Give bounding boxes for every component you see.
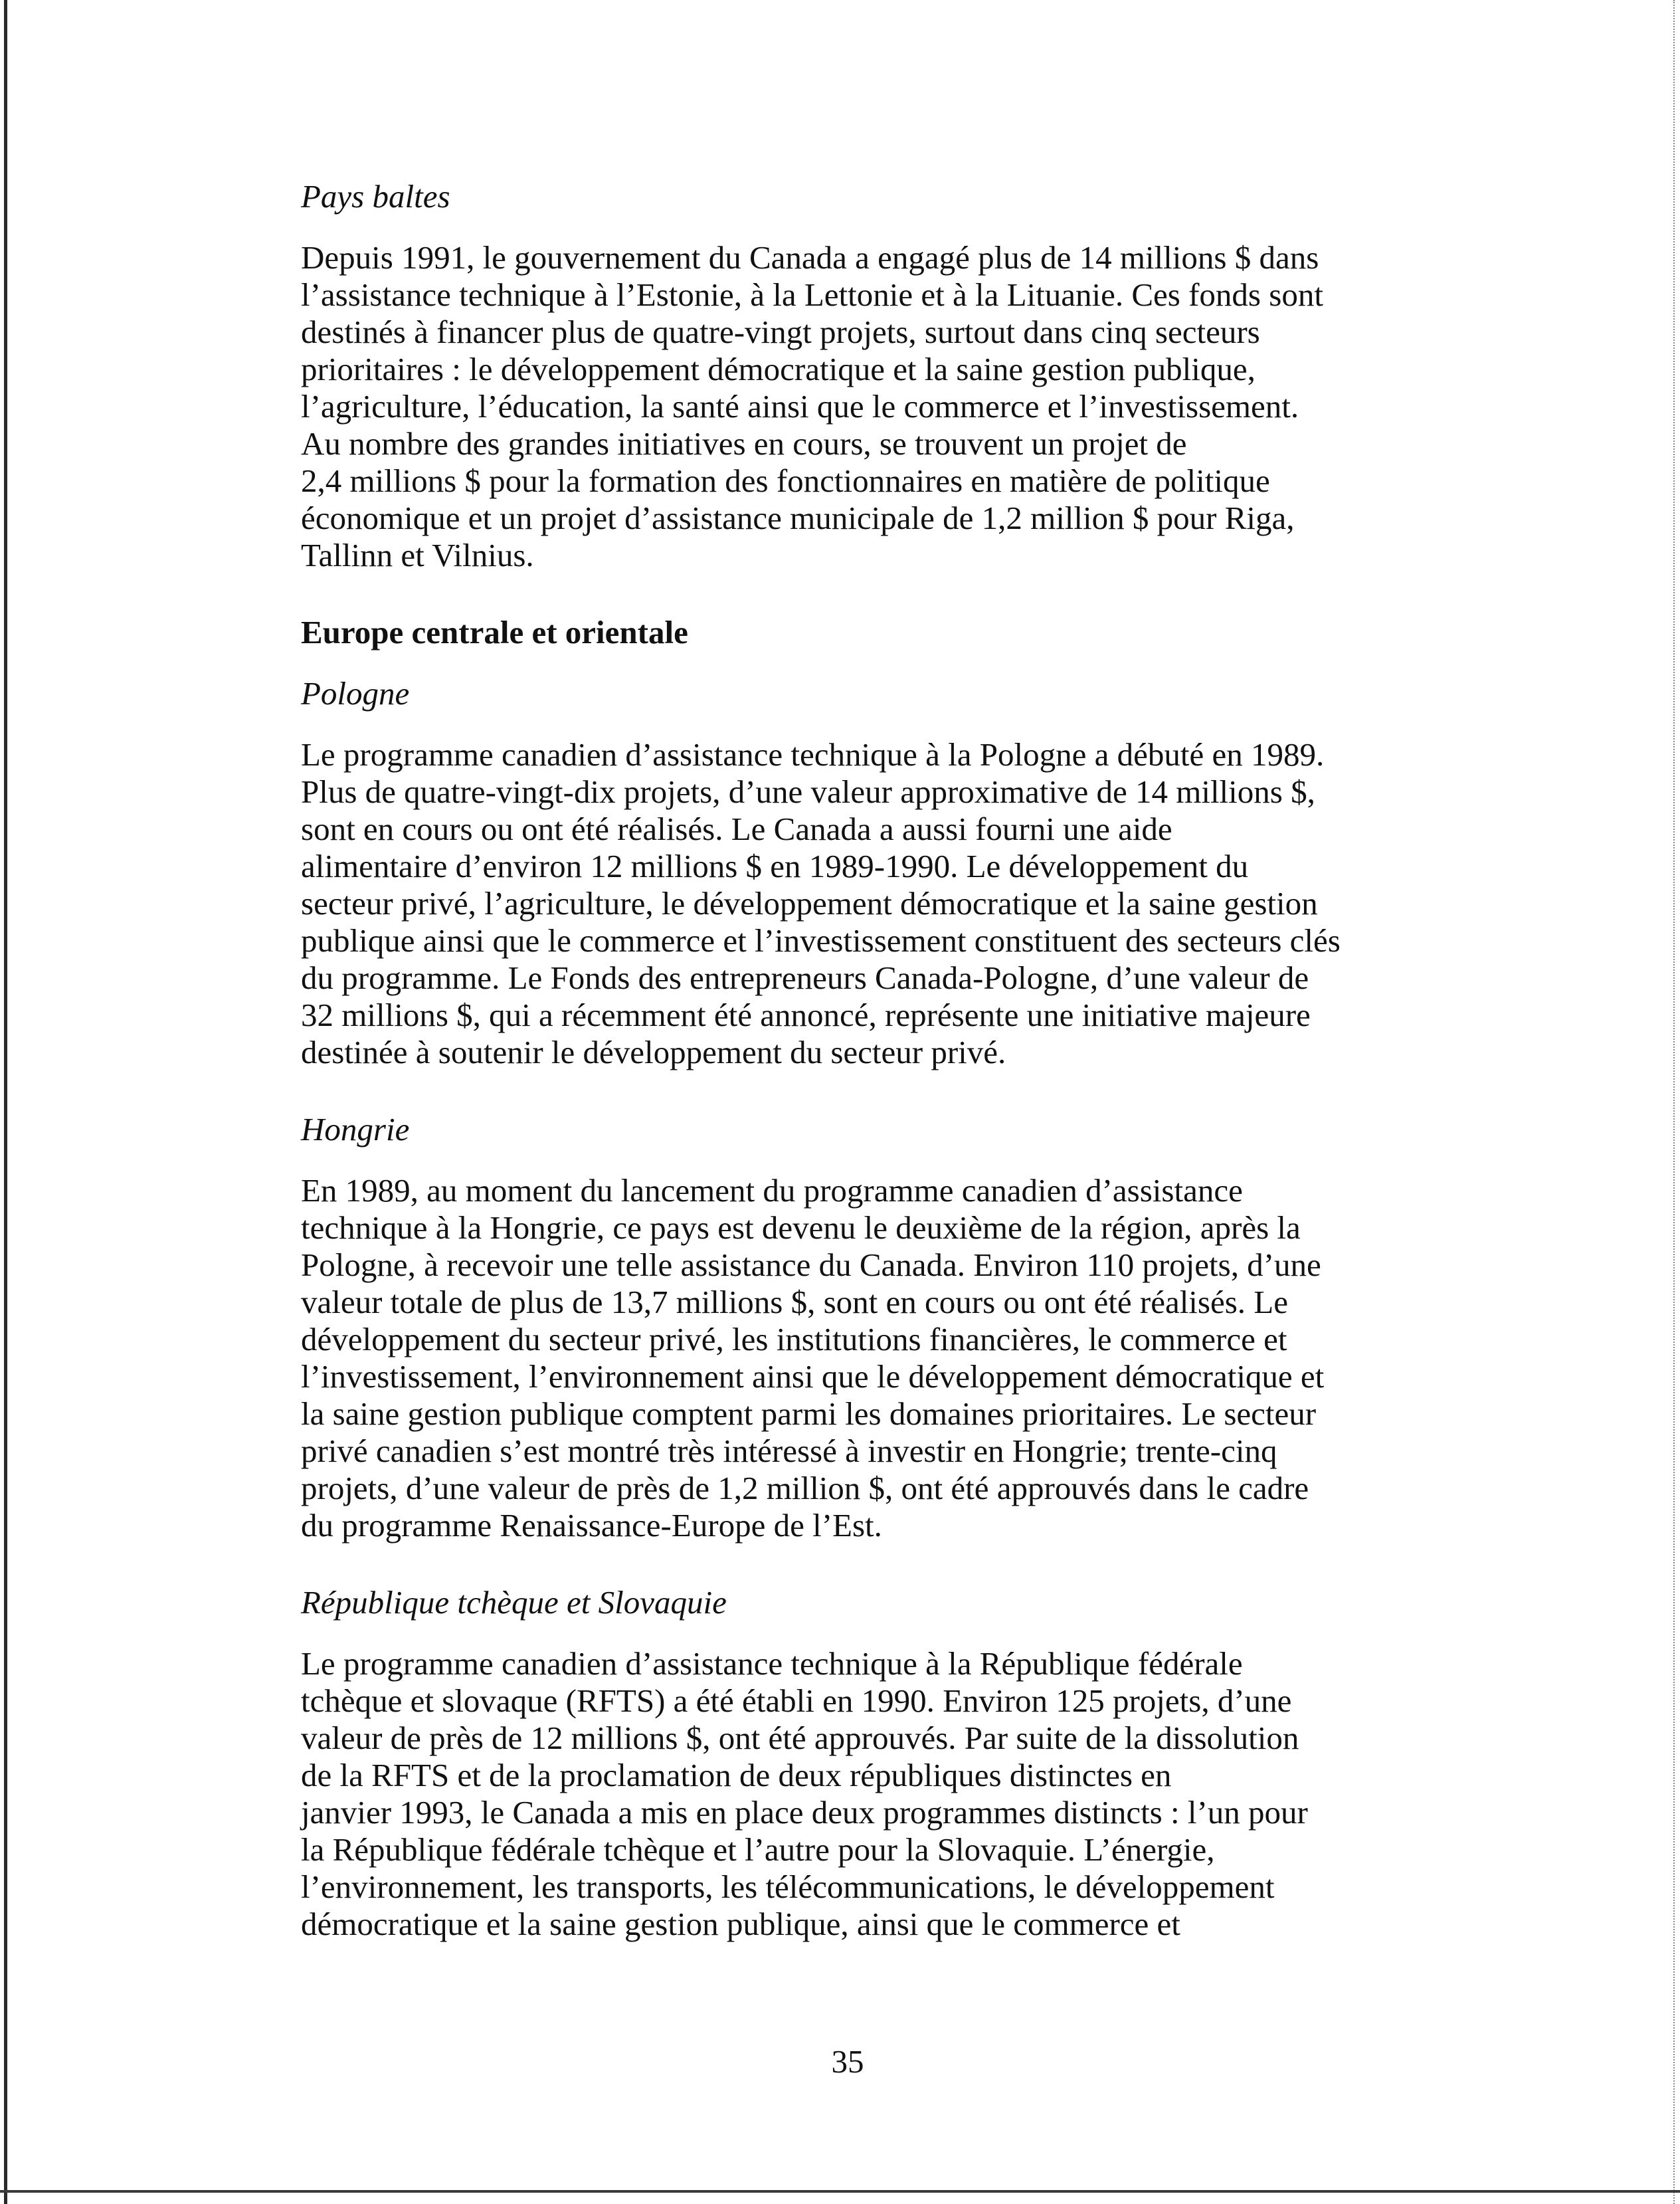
scan-binding-edge [4,0,7,2204]
text-line: l’investissement, l’environnement ainsi que le développement démocratique et [301,1358,1325,1395]
text-line: l’agriculture, l’éducation, la santé ainsi que le commerce et l’investissement. [301,388,1299,425]
text-line: privé canadien s’est montré très intéressé à investir en Hongrie; trente-cinq [301,1433,1277,1469]
paragraph-hongrie [301,1172,1444,1544]
scan-right-edge [1673,0,1675,2204]
text-line: de la RFTS et de la proclamation de deux républiques distinctes en [301,1757,1172,1793]
text-line: sont en cours ou ont été réalisés. Le Canada a aussi fourni une aide [301,811,1172,847]
group-heading-europe-centrale: Europe centrale et orientale [301,614,688,651]
text-line: secteur privé, l’agriculture, le développement démocratique et la saine gestion [301,885,1318,922]
text-line: l’assistance technique à l’Estonie, à la Lettonie et à la Lituanie. Ces fonds sont [301,276,1323,313]
scan-bottom-edge [0,2190,1680,2193]
text-line: publique ainsi que le commerce et l’investissement constituent des secteurs clés [301,922,1341,959]
section-heading-hongrie: Hongrie [301,1111,410,1148]
text-line: l’environnement, les transports, les télécommunications, le développement [301,1868,1275,1905]
text-line: Le programme canadien d’assistance technique à la République fédérale [301,1645,1243,1682]
text-line: destinée à soutenir le développement du secteur privé. [301,1034,1006,1070]
text-line: alimentaire d’environ 12 millions $ en 1989-1990. Le développement du [301,848,1249,884]
text-line: Le programme canadien d’assistance technique à la Pologne a débuté en 1989. [301,736,1325,773]
section-heading-pologne: Pologne [301,675,410,712]
text-line: Tallinn et Vilnius. [301,537,534,573]
text-line: destinés à financer plus de quatre-vingt projets, surtout dans cinq secteurs [301,314,1260,350]
text-line: Au nombre des grandes initiatives en cours, se trouvent un projet de [301,425,1187,462]
paragraph-pays-baltes [301,239,1444,574]
body-text [301,178,1444,1983]
text-line: développement du secteur privé, les institutions financières, le commerce et [301,1321,1287,1357]
text-line: la République fédérale tchèque et l’autre pour la Slovaquie. L’énergie, [301,1831,1215,1868]
text-line: Depuis 1991, le gouvernement du Canada a engagé plus de 14 millions $ dans [301,239,1319,276]
paragraph-pologne [301,736,1444,1071]
text-line: 32 millions $, qui a récemment été annoncé, représente une initiative majeure [301,997,1311,1033]
text-line: projets, d’une valeur de près de 1,2 million $, ont été approuvés dans le cadre [301,1470,1309,1506]
text-line: économique et un projet d’assistance municipale de 1,2 million $ pour Riga, [301,500,1295,536]
paragraph-republique-tcheque [301,1645,1444,1943]
page-number: 35 [831,2043,864,2080]
text-line: janvier 1993, le Canada a mis en place deux programmes distincts : l’un pour [301,1794,1308,1831]
text-line: prioritaires : le développement démocratique et la saine gestion publique, [301,351,1256,387]
text-line: du programme. Le Fonds des entrepreneurs Canada-Pologne, d’une valeur de [301,959,1309,996]
section-heading-pays-baltes: Pays baltes [301,178,450,215]
text-line: démocratique et la saine gestion publique, ainsi que le commerce et [301,1906,1180,1942]
text-line: valeur totale de plus de 13,7 millions $, sont en cours ou ont été réalisés. Le [301,1284,1288,1320]
text-line: En 1989, au moment du lancement du programme canadien d’assistance [301,1172,1243,1209]
text-line: valeur de près de 12 millions $, ont été approuvés. Par suite de la dissolution [301,1720,1299,1756]
section-heading-republique-tcheque: République tchèque et Slovaquie [301,1584,727,1621]
text-line: 2,4 millions $ pour la formation des fonctionnaires en matière de politique [301,462,1270,499]
text-line: du programme Renaissance-Europe de l’Est. [301,1507,882,1544]
text-line: tchèque et slovaque (RFTS) a été établi en 1990. Environ 125 projets, d’une [301,1682,1292,1719]
text-line: Plus de quatre-vingt-dix projets, d’une valeur approximative de 14 millions $, [301,773,1315,810]
text-line: technique à la Hongrie, ce pays est devenu le deuxième de la région, après la [301,1209,1301,1246]
text-line: la saine gestion publique comptent parmi les domaines prioritaires. Le secteur [301,1395,1317,1432]
text-line: Pologne, à recevoir une telle assistance du Canada. Environ 110 projets, d’une [301,1247,1321,1283]
